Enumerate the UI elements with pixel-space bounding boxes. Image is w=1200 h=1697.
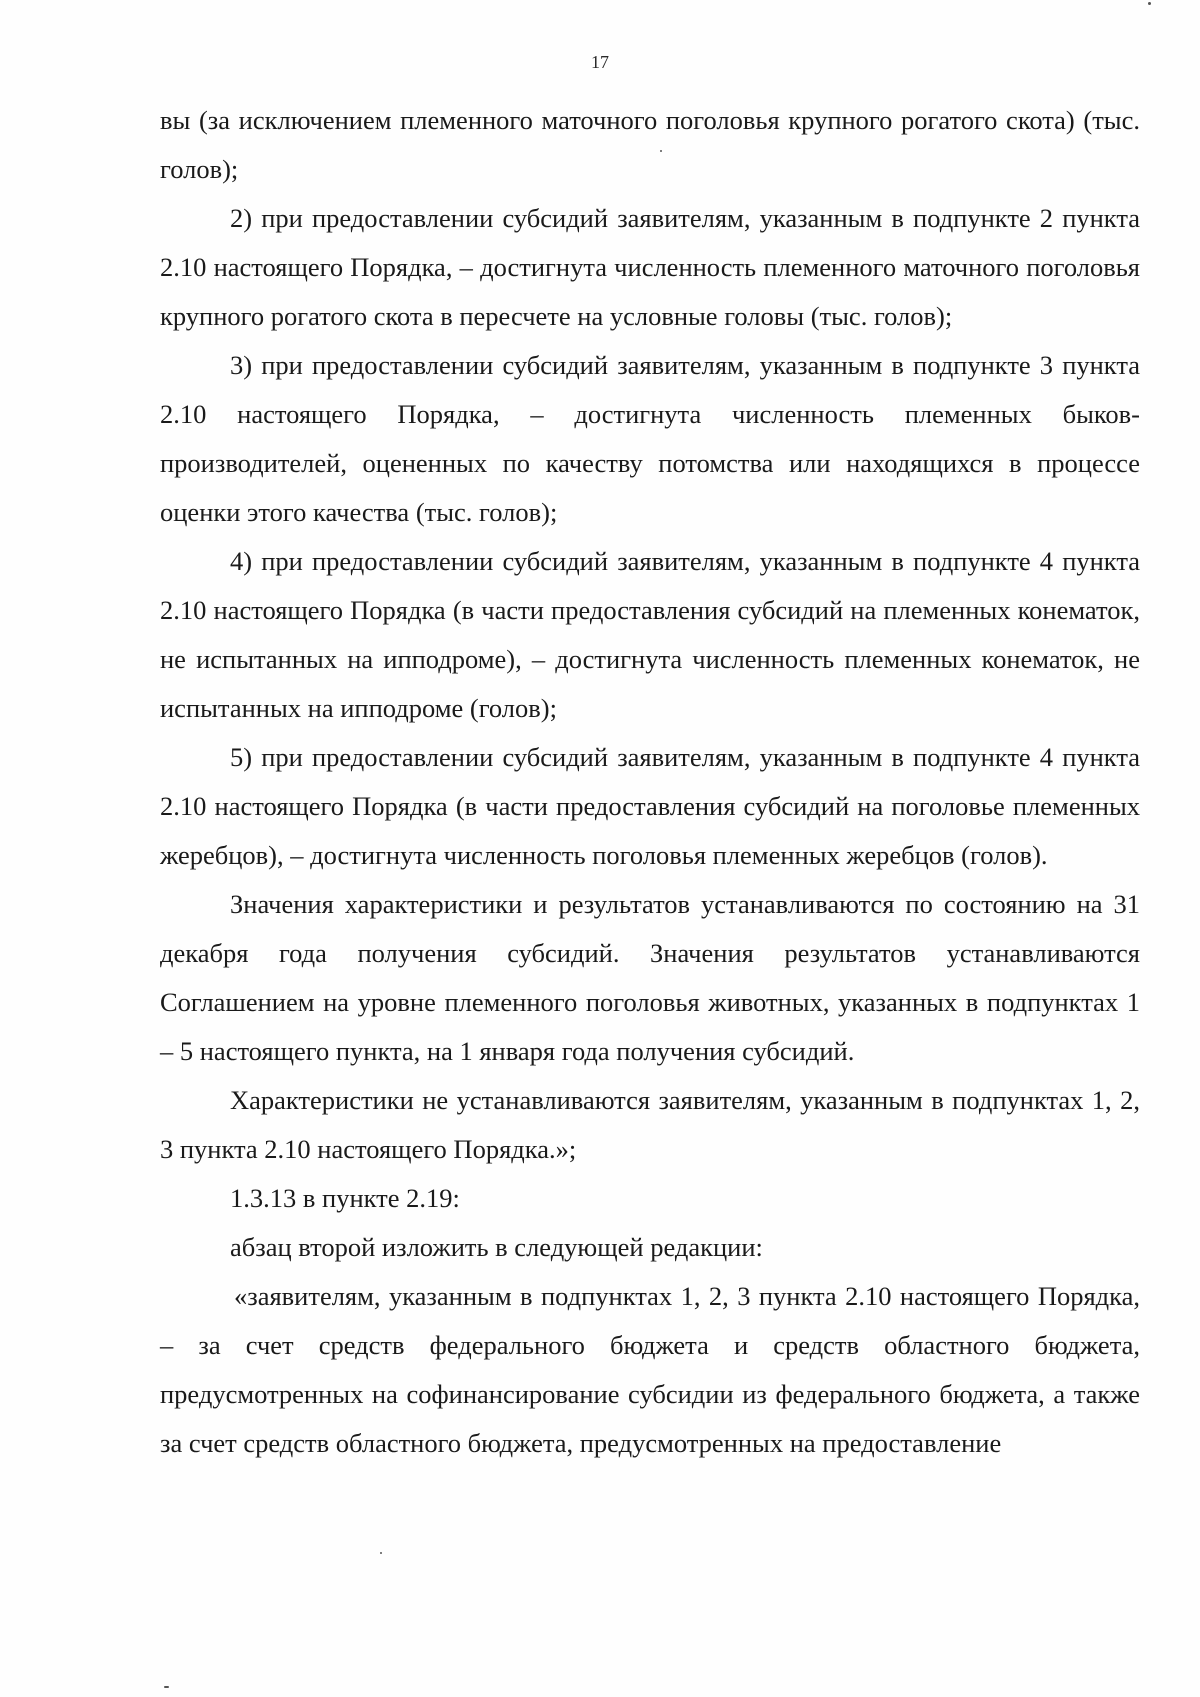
paragraph-item-2: 2) при предоставлении субсидий заявителям, указанным в подпункте 2 пункта 2.10 настоящего Порядка, – достигнута численность племенного маточного поголовья крупного рогатого скота в пересчете на условные головы (тыс. голов); (160, 203, 1140, 331)
paragraph-continuation: вы (за исключением племенного маточного поголовья крупного рогатого скота) (тыс. голов); (160, 105, 1140, 184)
scan-speck (1148, 2, 1151, 5)
paragraph-item-4: 4) при предоставлении субсидий заявителям, указанным в подпункте 4 пункта 2.10 настоящего Порядка (в части предоставления субсидий на племенных конематок, не испытанных на ипподроме), – достигнута численность племенных конематок, не испытанных на ипподроме (голов); (160, 546, 1140, 723)
paragraph-clause-1-3-13: 1.3.13 в пункте 2.19: (230, 1183, 460, 1213)
paragraph-item-5: 5) при предоставлении субсидий заявителям, указанным в подпункте 4 пункта 2.10 настоящего Порядка (в части предоставления субсидий на поголовье племенных жеребцов), – достигнута численность поголовья племенных жеребцов (голов). (160, 742, 1140, 870)
paragraph-second-abzac: абзац второй изложить в следующей редакции: (230, 1232, 763, 1262)
document-body (160, 96, 1140, 1468)
paragraph-item-3: 3) при предоставлении субсидий заявителям, указанным в подпункте 3 пункта 2.10 настоящего Порядка, – достигнута численность племенных быков-производителей, оцененных по качеству потомства или находящихся в процессе оценки этого качества (тыс. голов); (160, 350, 1140, 527)
paragraph-characteristics: Характеристики не устанавливаются заявителям, указанным в подпунктах 1, 2, 3 пункта 2.10 настоящего Порядка.»; (160, 1085, 1140, 1164)
scan-speck (380, 1552, 382, 1554)
paragraph-applicants-quote: «заявителям, указанным в подпунктах 1, 2, 3 пункта 2.10 настоящего Порядка, – за счет средств федерального бюджета и средств областного бюджета, предусмотренных на софинансирование субсидии из федерального бюджета, а также за счет средств областного бюджета, предусмотренных на предоставление (160, 1281, 1140, 1458)
scan-speck (660, 150, 662, 152)
paragraph-values-date: Значения характеристики и результатов устанавливаются по состоянию на 31 декабря года получения субсидий. Значения результатов устанавливаются Соглашением на уровне племенного поголовья животных, указанных в подпунктах 1 – 5 настоящего пункта, на 1 января года получения субсидий. (160, 889, 1140, 1066)
scan-speck (164, 1686, 169, 1688)
page-number: 17 (591, 52, 609, 72)
